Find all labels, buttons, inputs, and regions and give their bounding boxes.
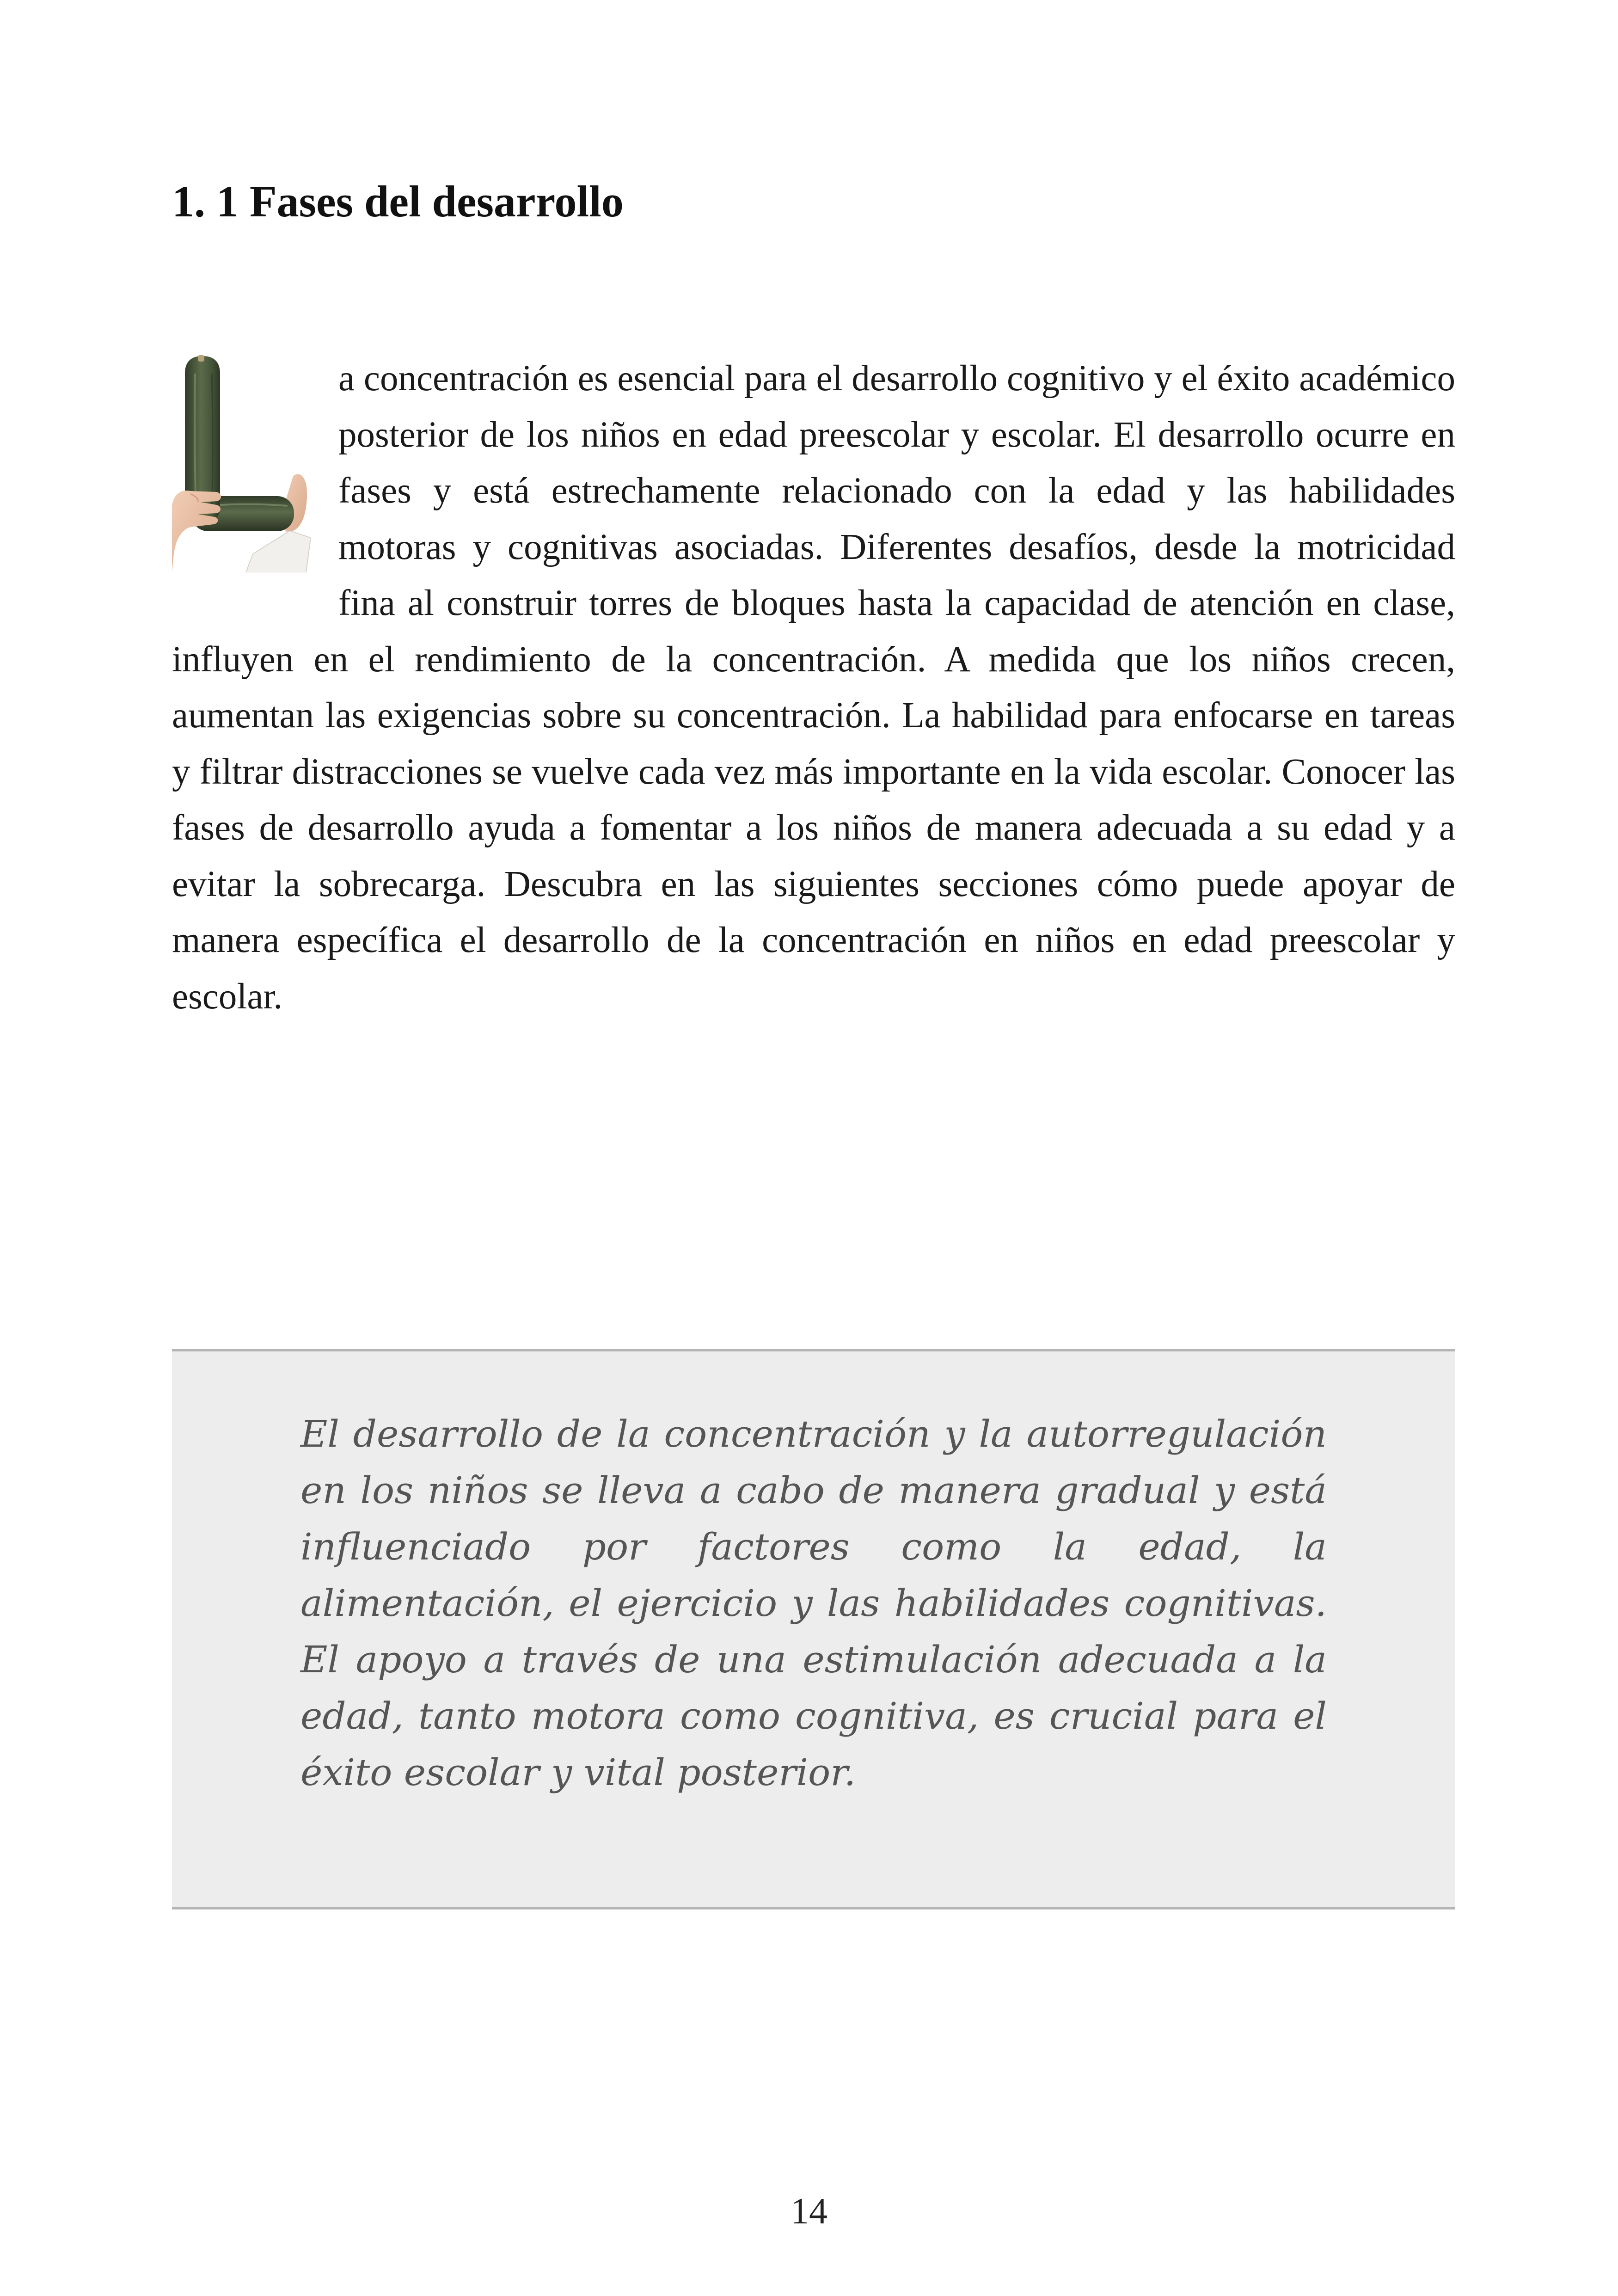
highlight-quote-box xyxy=(172,1349,1455,1909)
body-paragraph xyxy=(172,350,1455,1025)
body-text: a concentración es esencial para el desarrollo cognitivo y el éxito académico posterior de los niños en edad preescolar y escolar. El desarrollo ocurre en fases y está estrechamente relacionado con la edad y las habilidades motoras y cognitivas asociadas. Diferentes desafíos, desde la motricidad fina al construir torres de bloques hasta la capacidad de atención en clase, influyen en el rendimiento de la concentración. A medida que los niños crecen, aumentan las exigencias sobre su concentración. La habilidad para enfocarse en tareas y filtrar distracciones se vuelve cada vez más importante en la vida escolar. Conocer las fases de desarrollo ayuda a fomentar a los niños de manera adecuada a su edad y a evitar la sobrecarga. Descubra en las siguientes secciones cómo puede apoyar de manera específica el desarrollo de la concentración en niños en edad preescolar y escolar. xyxy=(172,358,1455,1017)
zucchini-letter-l-icon xyxy=(172,355,311,572)
section-heading: 1. 1 Fases del desarrollo xyxy=(172,177,624,226)
page-number: 14 xyxy=(791,2191,827,2232)
quote-text: El desarrollo de la concentración y la autorregulación en los niños se lleva a cabo de manera gradual y está influenciado por factores como la edad, la alimentación, el ejercicio y las habilidades cognitivas. El apoyo a través de una estimulación adecuada a la edad, tanto motora como cognitiva, es crucial para el éxito escolar y vital posterior. xyxy=(300,1412,1327,1794)
drop-cap-l xyxy=(172,355,338,580)
